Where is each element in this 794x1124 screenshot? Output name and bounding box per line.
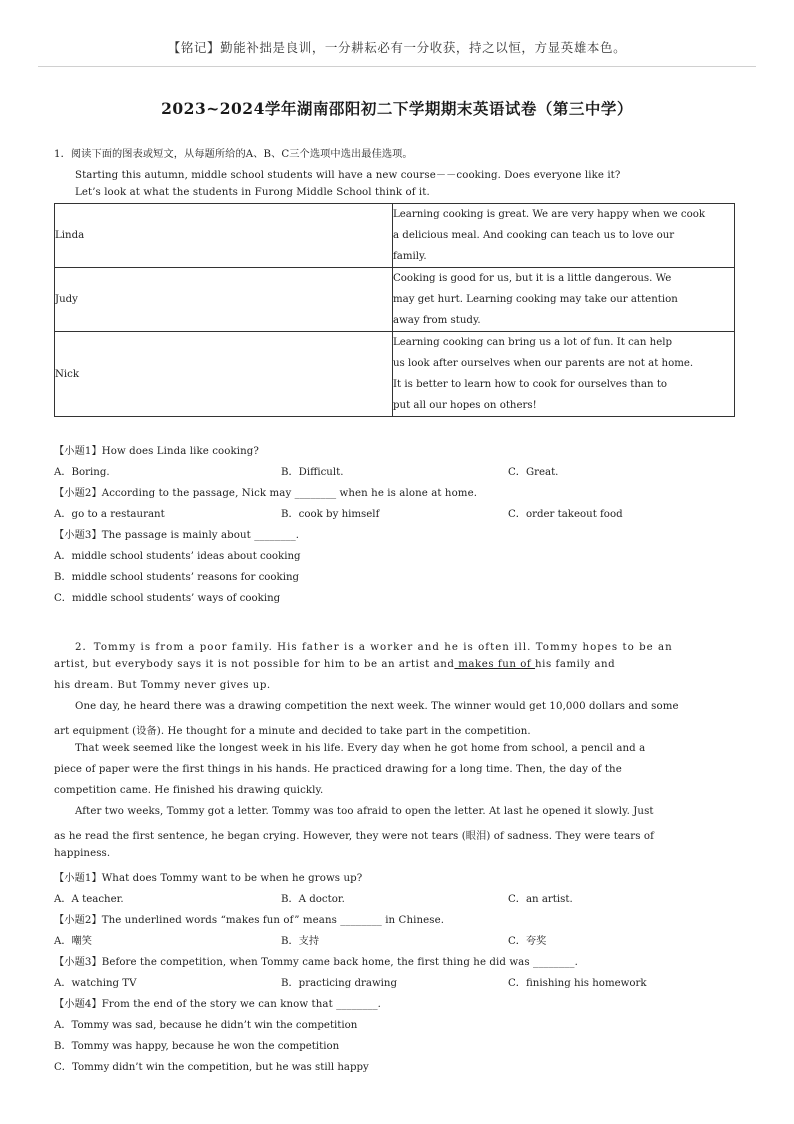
q1-sub3-stem: 【小题3】The passage is mainly about ________. xyxy=(54,530,300,541)
header-motto: 【铭记】勤能补拙是良训，一分耕耘必有一分收获，持之以恒，方显英雄本色。 xyxy=(167,40,627,55)
student-name: Nick xyxy=(55,332,393,417)
q2-sub2-option-a[interactable]: A．嘲笑 xyxy=(54,936,92,947)
q2-sub2-option-b[interactable]: B．支持 xyxy=(281,936,320,947)
q2-sub2-stem: 【小题2】The underlined words “makes fun of” means ________ in Chinese. xyxy=(54,915,445,926)
q2-passage-line: his dream. But Tommy never gives up. xyxy=(54,680,271,691)
comment-line: family. xyxy=(393,251,427,262)
q2-passage-line xyxy=(54,659,615,670)
q1-sub2-stem: 【小题2】According to the passage, Nick may ________ when he is alone at home. xyxy=(54,488,478,499)
student-name: Judy xyxy=(55,268,393,332)
q1-sub1-option-a[interactable]: A．Boring. xyxy=(54,467,110,478)
q1-sub2-option-b[interactable]: B．cook by himself xyxy=(281,509,380,520)
q1-sub3-option-a[interactable]: A．middle school students’ ideas about cooking xyxy=(54,551,301,562)
q1-sub1-option-c[interactable]: C．Great. xyxy=(508,467,559,478)
q2-sub3-stem: 【小题3】Before the competition, when Tommy came back home, the first thing he did was ________. xyxy=(54,957,578,968)
q2-sub1-option-b[interactable]: B．A doctor. xyxy=(281,894,345,905)
comment-line: us look after ourselves when our parents are not at home. xyxy=(393,358,694,369)
comment-line: put all our hopes on others! xyxy=(393,400,537,411)
q2-sub3-option-c[interactable]: C．finishing his homework xyxy=(508,978,647,989)
q1-intro-line: Starting this autumn, middle school students will have a new course－－cooking. Does everyone like it? xyxy=(75,170,621,181)
q2-sub1-option-c[interactable]: C．an artist. xyxy=(508,894,573,905)
comment-line: Cooking is good for us, but it is a little dangerous. We xyxy=(393,273,672,284)
opinion-table xyxy=(54,203,735,417)
student-comment xyxy=(393,204,735,268)
q2-sub3-option-a[interactable]: A．watching TV xyxy=(54,978,137,989)
q1-sub2-option-a[interactable]: A．go to a restaurant xyxy=(54,509,165,520)
q2-sub1-stem: 【小题1】What does Tommy want to be when he grows up? xyxy=(54,873,363,884)
underlined-phrase: makes fun of xyxy=(454,659,536,670)
passage-text: his family and xyxy=(535,659,616,670)
comment-line: a delicious meal. And cooking can teach us to love our xyxy=(393,230,675,241)
q1-sub3-option-b[interactable]: B．middle school students’ reasons for cooking xyxy=(54,572,300,583)
q2-sub4-option-c[interactable]: C．Tommy didn’t win the competition, but he was still happy xyxy=(54,1062,369,1073)
comment-line: It is better to learn how to cook for ourselves than to xyxy=(393,379,668,390)
q2-passage-line: competition came. He finished his drawing quickly. xyxy=(54,785,324,796)
q2-passage-line: as he read the first sentence, he began crying. However, they were not tears (眼泪) of sadness. They were tears of xyxy=(54,831,654,842)
q2-sub4-option-a[interactable]: A．Tommy was sad, because he didn’t win the competition xyxy=(54,1020,358,1031)
q1-sub3-option-c[interactable]: C．middle school students’ ways of cooking xyxy=(54,593,281,604)
q2-passage-line: art equipment (设备). He thought for a minute and decided to take part in the competition. xyxy=(54,726,531,737)
student-comment xyxy=(393,332,735,417)
comment-line: away from study. xyxy=(393,315,481,326)
q2-passage-line: piece of paper were the first things in his hands. He practiced drawing for a long time. Then, the day of the xyxy=(54,764,622,775)
student-comment xyxy=(393,268,735,332)
q1-intro-line: Let’s look at what the students in Furong Middle School think of it. xyxy=(75,187,430,198)
comment-line: may get hurt. Learning cooking may take our attention xyxy=(393,294,678,305)
q2-passage-line: One day, he heard there was a drawing competition the next week. The winner would get 10,000 dollars and some xyxy=(75,701,679,712)
comment-line: Learning cooking is great. We are very happy when we cook xyxy=(393,209,706,220)
table-row xyxy=(55,204,735,268)
q1-sub1-option-b[interactable]: B．Difficult. xyxy=(281,467,344,478)
table-row xyxy=(55,268,735,332)
q2-sub4-stem: 【小题4】From the end of the story we can know that ________. xyxy=(54,999,381,1010)
comment-line: Learning cooking can bring us a lot of fun. It can help xyxy=(393,337,673,348)
q2-passage-line: That week seemed like the longest week in his life. Every day when he got home from school, a pencil and a xyxy=(75,743,646,754)
q2-sub2-option-c[interactable]: C．夸奖 xyxy=(508,936,547,947)
q2-sub4-option-b[interactable]: B．Tommy was happy, because he won the competition xyxy=(54,1041,340,1052)
q1-sub2-option-c[interactable]: C．order takeout food xyxy=(508,509,623,520)
student-name: Linda xyxy=(55,204,393,268)
q2-sub3-option-b[interactable]: B．practicing drawing xyxy=(281,978,398,989)
passage-text: artist, but everybody says it is not possible for him to be an artist and xyxy=(54,659,455,670)
q2-passage-line: happiness. xyxy=(54,848,111,859)
table-row xyxy=(55,332,735,417)
q1-sub1-stem: 【小题1】How does Linda like cooking? xyxy=(54,446,259,457)
exam-title: 2023~2024学年湖南邵阳初二下学期期末英语试卷（第三中学） xyxy=(161,99,633,118)
q2-sub1-option-a[interactable]: A．A teacher. xyxy=(54,894,124,905)
q2-passage-line: After two weeks, Tommy got a letter. Tommy was too afraid to open the letter. At last he opened it slowly. Just xyxy=(75,806,654,817)
header-divider xyxy=(38,66,756,67)
q2-passage-line: 2．Tommy is from a poor family. His father is a worker and he is often ill. Tommy hopes to be an xyxy=(75,642,673,653)
q1-instruction: 1．阅读下面的图表或短文，从每题所给的A、B、C三个选项中选出最佳选项。 xyxy=(54,149,413,160)
